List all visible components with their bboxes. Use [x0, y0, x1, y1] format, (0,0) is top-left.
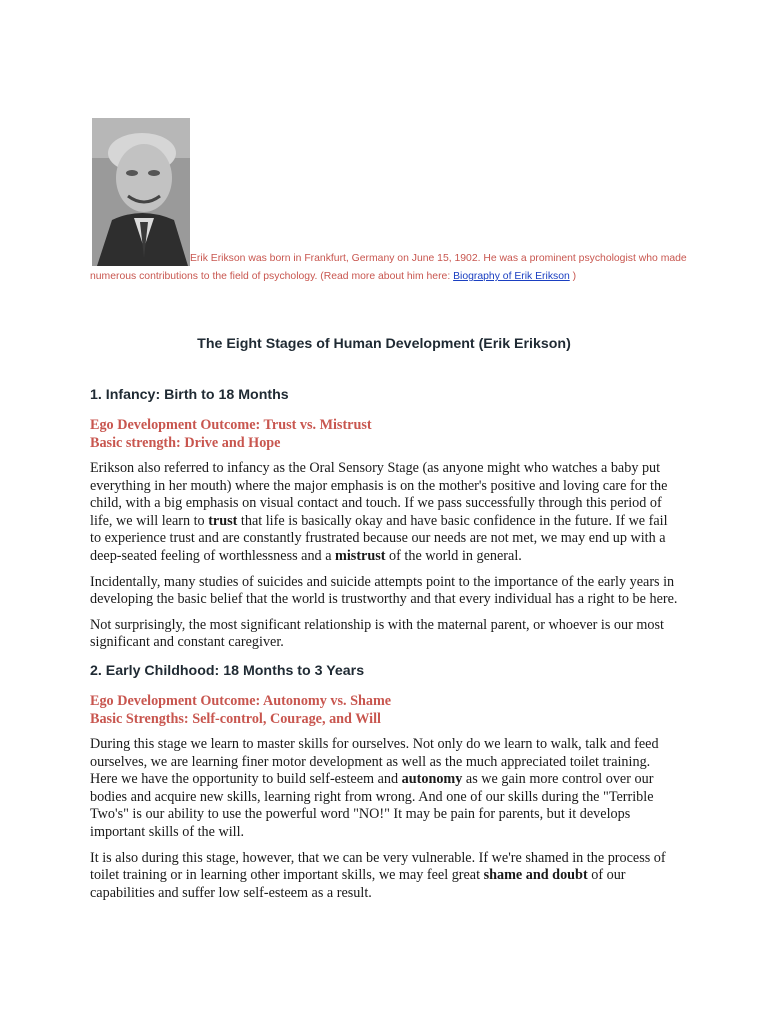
bold-term-trust: trust [208, 512, 238, 529]
stage-2-outcome-line: Ego Development Outcome: Autonomy vs. Shame [90, 692, 392, 709]
biography-link[interactable]: Biography of Erik Erikson [453, 271, 570, 282]
bold-term-autonomy: autonomy [401, 771, 463, 788]
text-run: During this stage we learn to master skills for ourselves. Not only do we learn to walk, talk and feed ourselves, we are learning finer motor development as well as the much appreciated toilet training. Here we have the opportunity to build self-esteem and [90, 735, 659, 788]
stage-1-paragraph-3: Not surprisingly, the most significant relationship is with the maternal parent, or whoever is our most significant and constant caregiver. [90, 616, 664, 651]
stage-2-paragraph-2 [90, 850, 678, 903]
intro-block [90, 118, 690, 284]
text-run: It is also during this stage, however, that we can be very vulnerable. If we're shamed in the process of toilet training or in learning other important skills, we may feel great [90, 849, 666, 884]
stage-2-section [90, 660, 678, 902]
stage-1-outcome [90, 416, 678, 452]
stage-2-heading: 2. Early Childhood: 18 Months to 3 Years [90, 662, 365, 679]
portrait-photo [92, 118, 190, 266]
text-run: that life is basically okay and have basic confidence in the future. If we fail to experience trust and are constantly frustrated because our needs are not met, we may end up with a deep-seated feeling of worthlessness and a [90, 512, 668, 564]
bold-term-mistrust: mistrust [335, 547, 386, 564]
intro-text-part1: Erik Erikson was born in Frankfurt, Germany on June 15, 1902. He was a prominent psychologist who made numerous contributions to the field of psychology. (Read more about him here: [90, 253, 687, 282]
text-run: of our capabilities and suffer low self-esteem as a result. [90, 867, 626, 901]
stage-1-paragraph-2: Incidentally, many studies of suicides and suicide attempts point to the importance of the early years in developing the basic belief that the world is trustworthy and that every individual has a right to be here. [90, 573, 678, 608]
stage-2-outcome [90, 692, 678, 728]
article-content [90, 384, 678, 910]
stage-1-heading: 1. Infancy: Birth to 18 Months [90, 387, 289, 403]
stage-1-outcome-line: Ego Development Outcome: Trust vs. Mistrust [90, 417, 372, 433]
stage-2-paragraph-1 [90, 736, 678, 842]
intro-text-part2: ) [569, 271, 577, 282]
text-run: as we gain more control over our bodies and acquire new skills, learning right from wrong. And one of our skills during the "Terrible Two's" is our ability to use the powerful word "NO!" It may be pain for parents, but it develops important skills of the will. [90, 771, 654, 840]
bold-term-shame-doubt: shame and doubt [483, 867, 588, 884]
text-run: Erikson also referred to infancy as the Oral Sensory Stage (as anyone might who watches a baby put everything in her mouth) where the major emphasis is on the mother's positive and loving care for the child, with a big emphasis on visual contact and touch. If we pass successfully through this period of life, we will learn to [90, 460, 668, 529]
stage-1-strength-line: Basic strength: Drive and Hope [90, 435, 281, 451]
text-run: of the world in general. [385, 547, 522, 564]
stage-1-paragraph-1 [90, 460, 678, 566]
page-title: The Eight Stages of Human Development (Erik Erikson) [197, 336, 571, 352]
stage-2-strength-line: Basic Strengths: Self-control, Courage, and Will [90, 710, 381, 727]
stage-1-section [90, 384, 678, 652]
